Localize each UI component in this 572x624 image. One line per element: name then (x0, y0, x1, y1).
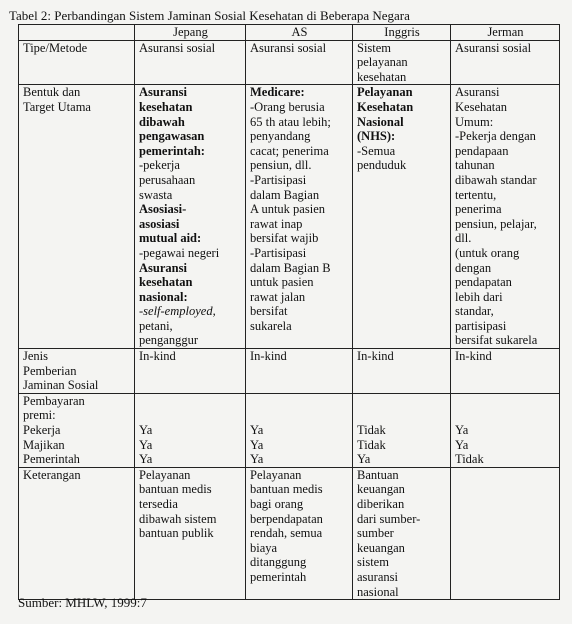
cell-line: kesehatan (357, 69, 407, 84)
cell-line: A untuk pasien (250, 202, 325, 217)
cell-line: lebih dari (455, 289, 503, 304)
cell-line: penyandang (250, 129, 311, 144)
cell-line: bagi orang (250, 497, 304, 511)
cell-jenis-jerman: In-kind (451, 349, 560, 394)
header-empty-cell (19, 25, 135, 41)
cell-line: Kesehatan (455, 99, 508, 114)
cell-line: sistem (357, 555, 389, 570)
cell-line: asosiasi (139, 216, 180, 231)
cell-line: penerima (455, 202, 502, 217)
cell-premi-jerman (451, 393, 560, 467)
cell-line: pensiun, pelajar, (455, 216, 537, 231)
cell-line: Ya (357, 452, 371, 467)
cell-jenis-jepang: In-kind (135, 349, 246, 394)
cell-line: biaya (250, 540, 278, 555)
cell-keterangan-inggris (353, 467, 451, 599)
cell-line: -self-employed, (139, 304, 216, 319)
cell-line: nasional (357, 584, 399, 599)
cell-line: -Pekerja dengan (455, 129, 536, 144)
cell-line: Pelayanan (250, 467, 302, 482)
cell-line: -Semua (357, 143, 396, 158)
row-label-keterangan: Keterangan (19, 467, 135, 599)
table-row (19, 40, 560, 85)
cell-line: bantuan medis (139, 482, 212, 497)
cell-line: rawat jalan (250, 289, 306, 304)
cell-line: keuangan (357, 540, 405, 555)
source-note: Sumber: MHLW, 1999:7 (18, 595, 147, 610)
cell-line: rendah, semua (250, 526, 323, 541)
row-label-line: Target Utama (23, 99, 91, 114)
cell-line: pendapaan (455, 143, 509, 158)
cell-line: dibawah sistem (139, 511, 217, 526)
cell-tipe-inggris (353, 40, 451, 85)
cell-bentuk-jerman (451, 85, 560, 349)
cell-line: diberikan (357, 497, 405, 511)
row-label-line: Jenis (23, 349, 48, 364)
row-label-line: Pembayaran (23, 393, 85, 408)
cell-line: pemerintah: (139, 143, 205, 158)
row-label-line: Jaminan Sosial (23, 378, 99, 393)
cell-line: Asosiasi- (139, 202, 187, 217)
cell-line: Umum: (455, 114, 494, 129)
cell-line: (NHS): (357, 129, 396, 144)
cell-line: petani, (139, 318, 173, 333)
cell-line: bersifat sukarela (455, 333, 538, 348)
column-header-inggris: Inggris (353, 25, 451, 41)
cell-line: Tidak (357, 437, 386, 452)
cell-line: dalam Bagian B (250, 260, 331, 275)
cell-line: Pelayanan (139, 467, 191, 482)
cell-bentuk-jepang (135, 85, 246, 349)
row-label-line: Pekerja (23, 423, 61, 438)
cell-keterangan-jerman (451, 467, 560, 599)
cell-line: rawat inap (250, 216, 303, 231)
row-label-line: Majikan (23, 437, 65, 452)
cell-line: tertentu, (455, 187, 497, 202)
cell-line: Asuransi (455, 85, 500, 100)
cell-line: tahunan (455, 158, 495, 173)
cell-line: Ya (139, 437, 153, 452)
row-label-line: Bentuk dan (23, 85, 81, 100)
row-label-line: Pemerintah (23, 452, 80, 467)
cell-line: pemerintah (250, 569, 307, 584)
cell-line: dalam Bagian (250, 187, 320, 202)
cell-line: dari sumber- (357, 511, 421, 526)
cell-line: Ya (250, 437, 264, 452)
cell-line: Asuransi (139, 260, 187, 275)
cell-line: -Partisipasi (250, 172, 307, 187)
cell-line: Ya (455, 437, 469, 452)
cell-line: Nasional (357, 114, 404, 129)
row-label-line: premi: (23, 408, 56, 423)
cell-line: Ya (250, 452, 264, 467)
cell-keterangan-as (246, 467, 353, 599)
cell-premi-inggris (353, 393, 451, 467)
cell-keterangan-jepang (135, 467, 246, 599)
cell-line: penganggur (139, 333, 199, 348)
cell-premi-as (246, 393, 353, 467)
row-label-bentuk (19, 85, 135, 349)
cell-line: Asuransi (139, 85, 187, 100)
cell-line: -pegawai negeri (139, 245, 220, 260)
column-header-jerman: Jerman (451, 25, 560, 41)
row-label-line: Pemberian (23, 363, 77, 378)
row-label-tipe: Tipe/Metode (19, 40, 135, 85)
cell-line: bantuan publik (139, 526, 214, 541)
cell-tipe-jepang: Asuransi sosial (135, 40, 246, 85)
cell-line: -Orang berusia (250, 99, 325, 114)
cell-line: Sistem (357, 40, 392, 55)
cell-line: Kesehatan (357, 99, 414, 114)
cell-line: bersifat (250, 304, 288, 319)
cell-line: partisipasi (455, 318, 507, 333)
cell-line: penduduk (357, 158, 407, 173)
comparison-table (18, 24, 560, 600)
table-caption: Tabel 2: Perbandingan Sistem Jaminan Sosial Kesehatan di Beberapa Negara (9, 8, 410, 23)
cell-line: Ya (250, 423, 264, 438)
cell-bentuk-inggris (353, 85, 451, 349)
cell-line: nasional: (139, 289, 188, 304)
cell-line: pengawasan (139, 129, 205, 144)
cell-line: Pelayanan (357, 85, 413, 100)
cell-premi-jepang (135, 393, 246, 467)
cell-line: sumber (357, 526, 394, 541)
cell-tipe-as: Asuransi sosial (246, 40, 353, 85)
cell-line: keuangan (357, 482, 405, 497)
column-header-as: AS (246, 25, 353, 41)
cell-line: (untuk orang (455, 245, 520, 260)
cell-line: pensiun, dll. (250, 158, 312, 173)
cell-line: Tidak (455, 452, 484, 467)
cell-tipe-jerman: Asuransi sosial (451, 40, 560, 85)
cell-line: kesehatan (139, 99, 193, 114)
cell-line: Tidak (357, 423, 386, 438)
cell-line: perusahaan (139, 172, 196, 187)
cell-line: berpendapatan (250, 511, 323, 526)
cell-line: Ya (455, 423, 469, 438)
cell-line: Ya (139, 452, 153, 467)
cell-line: tersedia (139, 497, 178, 511)
row-label-jenis (19, 349, 135, 394)
header-row (19, 25, 560, 41)
cell-bentuk-as (246, 85, 353, 349)
cell-line: kesehatan (139, 275, 193, 290)
cell-line: bersifat wajib (250, 231, 319, 246)
cell-line: untuk pasien (250, 275, 314, 290)
cell-line: asuransi (357, 569, 398, 584)
cell-line: sukarela (250, 318, 292, 333)
cell-line: swasta (139, 187, 173, 202)
table-row (19, 349, 560, 394)
cell-jenis-as: In-kind (246, 349, 353, 394)
cell-line: Ya (139, 423, 153, 438)
cell-line: standar, (455, 304, 494, 319)
cell-line: pendapatan (455, 275, 512, 290)
cell-line: 65 th atau lebih; (250, 114, 331, 129)
row-label-premi (19, 393, 135, 467)
cell-line: dibawah standar (455, 172, 537, 187)
cell-line: ditanggung (250, 555, 307, 570)
cell-line: dll. (455, 231, 472, 246)
cell-jenis-inggris: In-kind (353, 349, 451, 394)
cell-line: mutual aid: (139, 231, 202, 246)
cell-line: cacat; penerima (250, 143, 329, 158)
cell-line: bantuan medis (250, 482, 323, 497)
cell-line: -Partisipasi (250, 245, 307, 260)
table-row (19, 85, 560, 349)
table-row (19, 393, 560, 467)
cell-line: Medicare: (250, 85, 305, 100)
cell-line: pelayanan (357, 55, 408, 70)
cell-line: dengan (455, 260, 492, 275)
cell-line: Bantuan (357, 467, 399, 482)
table-row (19, 467, 560, 599)
cell-line: dibawah (139, 114, 185, 129)
column-header-jepang: Jepang (135, 25, 246, 41)
cell-line: -pekerja (139, 158, 180, 173)
